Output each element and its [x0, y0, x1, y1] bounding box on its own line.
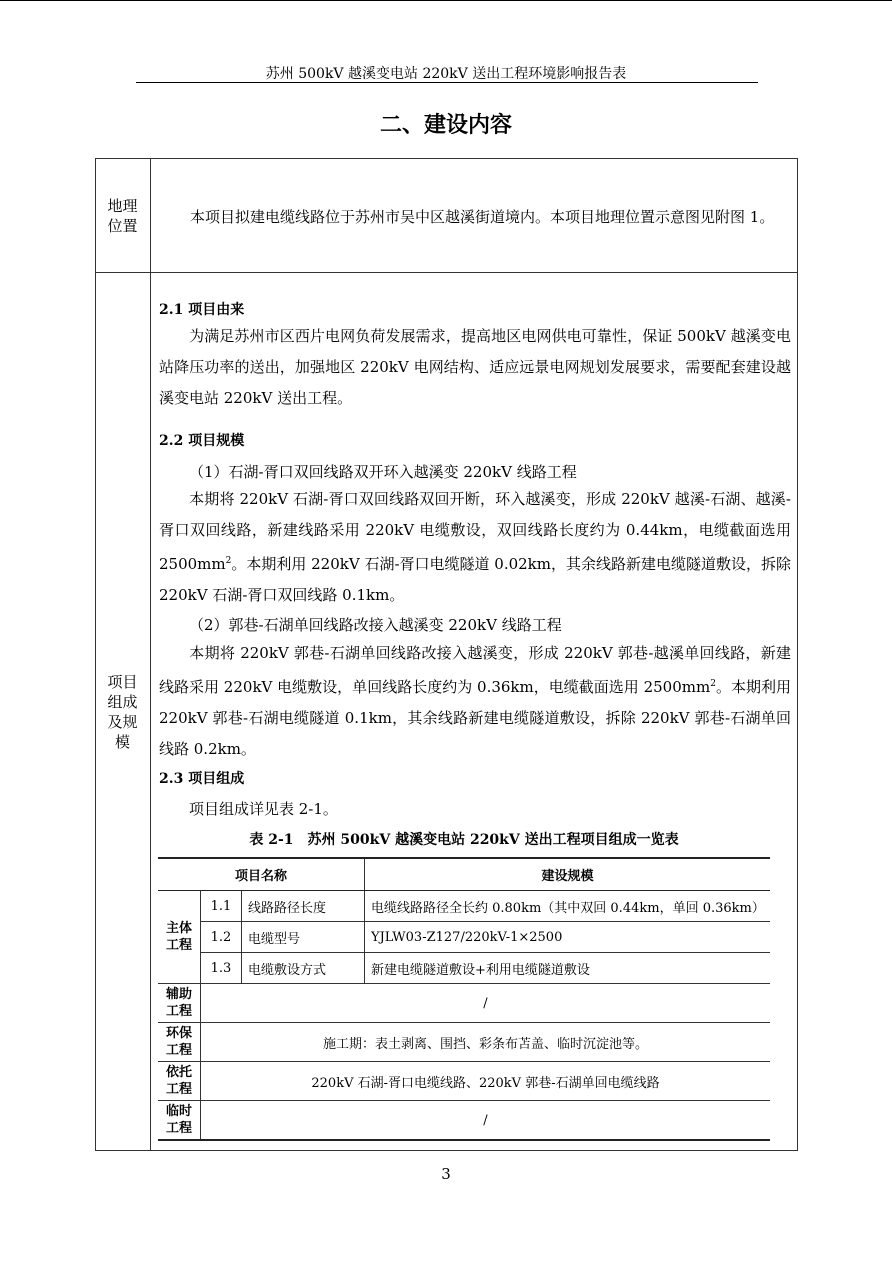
frame-column-divider: [150, 158, 151, 1151]
item-1-text-b: 。本期利用 220kV 石湖-胥口电缆隧道 0.02km，其余线路新建电缆隧道敷设，拆除 220kV 石湖-胥口双回线路 0.1km。: [159, 555, 791, 604]
category-cell: 依托 工程: [158, 1062, 201, 1101]
table-row: [158, 953, 770, 984]
table-row: [158, 922, 770, 953]
row-number: 1.3: [201, 953, 242, 984]
header-project-name: 项目名称: [158, 858, 365, 891]
row-scale: 新建电缆隧道敷设+利用电缆隧道敷设: [365, 953, 771, 984]
row-scale: 施工期：表土剥离、围挡、彩条布苫盖、临时沉淀池等。: [201, 1023, 771, 1062]
composition-label-line: 项目: [107, 673, 138, 691]
table-reference: 项目组成详见表 2-1。: [189, 800, 338, 818]
row-name: 线路路径长度: [242, 891, 365, 922]
row-scale: /: [201, 1101, 771, 1141]
composition-label-line: 组成: [107, 693, 138, 711]
paragraph-item-1: [159, 484, 791, 611]
row-name: 电缆型号: [242, 922, 365, 953]
composition-label-line: 模: [114, 733, 130, 751]
page-number: 3: [441, 1165, 451, 1183]
category-cell: 辅助 工程: [158, 984, 201, 1023]
running-header: 苏州 500kV 越溪变电站 220kV 送出工程环境影响报告表: [265, 66, 627, 82]
heading-2-1: 2.1 项目由来: [159, 302, 245, 318]
heading-2-2: 2.2 项目规模: [159, 433, 245, 449]
paragraph-2-1: [159, 321, 791, 414]
table-row: [158, 891, 770, 922]
row-scale: /: [201, 984, 771, 1023]
heading-2-3: 2.3 项目组成: [159, 771, 245, 787]
superscript: 2: [710, 679, 716, 689]
row-scale: YJLW03-Z127/220kV-1×2500: [365, 922, 771, 953]
table-row: [158, 1062, 770, 1101]
row-number: 1.1: [201, 891, 242, 922]
item-2-text-b: 。本期利用 220kV 郭巷-石湖电缆隧道 0.1km，其余线路新建电缆隧道敷设，拆除 220kV 郭巷-石湖单回线路 0.2km。: [159, 678, 791, 758]
paragraph-2-1-text: 为满足苏州市区西片电网负荷发展需求，提高地区电网供电可靠性，保证 500kV 越溪变电站降压功率的送出，加强地区 220kV 电网结构、适应远景电网规划发展要求，需要配套建设越溪变电站 220kV 送出工程。: [159, 327, 791, 407]
superscript: 2: [225, 556, 232, 566]
table-header-row: [158, 858, 770, 891]
item-1-title: （1）石湖-胥口双回线路双开环入越溪变 220kV 线路工程: [189, 463, 577, 481]
item-1-text-a: 本期将 220kV 石湖-胥口双回线路双回开断，环入越溪变，形成 220kV 越溪-石湖、越溪-胥口双回线路，新建线路采用 220kV 电缆敷设，双回线路长度约为 0.44km，电缆截面选用 2500mm: [159, 490, 791, 573]
category-cell: 主体 工程: [158, 891, 201, 984]
header-construction-scale: 建设规模: [365, 858, 771, 891]
table-row: [158, 984, 770, 1023]
geo-label-line: 地理: [107, 197, 138, 215]
row-scale: 电缆线路路径全长约 0.80km（其中双回 0.44km，单回 0.36km）: [365, 891, 771, 922]
project-composition-table: [158, 857, 770, 1141]
row-name: 电缆敷设方式: [242, 953, 365, 984]
header-rule: [136, 82, 758, 83]
geo-label: [95, 196, 150, 236]
row-number: 1.2: [201, 922, 242, 953]
category-cell: 环保 工程: [158, 1023, 201, 1062]
composition-label: [95, 672, 150, 752]
table-row: [158, 1101, 770, 1141]
category-cell: 临时 工程: [158, 1101, 201, 1141]
item-2-text-a: 本期将 220kV 郭巷-石湖单回线路改接入越溪变，形成 220kV 郭巷-越溪单回线路，新建线路采用 220kV 电缆敷设，单回线路长度约为 0.36km，电缆截面选用 2500mm: [159, 644, 791, 696]
item-2-title: （2）郭巷-石湖单回线路改接入越溪变 220kV 线路工程: [189, 616, 562, 634]
row-scale: 220kV 石湖-胥口电缆线路、220kV 郭巷-石湖单回电缆线路: [201, 1062, 771, 1101]
table-row: [158, 1023, 770, 1062]
composition-label-line: 及规: [107, 713, 138, 731]
geo-text: 本项目拟建电缆线路位于苏州市吴中区越溪街道境内。本项目地理位置示意图见附图 1。: [190, 208, 775, 226]
frame-row-divider: [95, 272, 798, 273]
table-caption: 表 2-1 苏州 500kV 越溪变电站 220kV 送出工程项目组成一览表: [249, 832, 679, 848]
geo-label-line: 位置: [107, 217, 138, 235]
paragraph-item-2: [159, 638, 791, 765]
page-top-border: [0, 0, 892, 1]
section-title: 二、建设内容: [379, 113, 512, 138]
